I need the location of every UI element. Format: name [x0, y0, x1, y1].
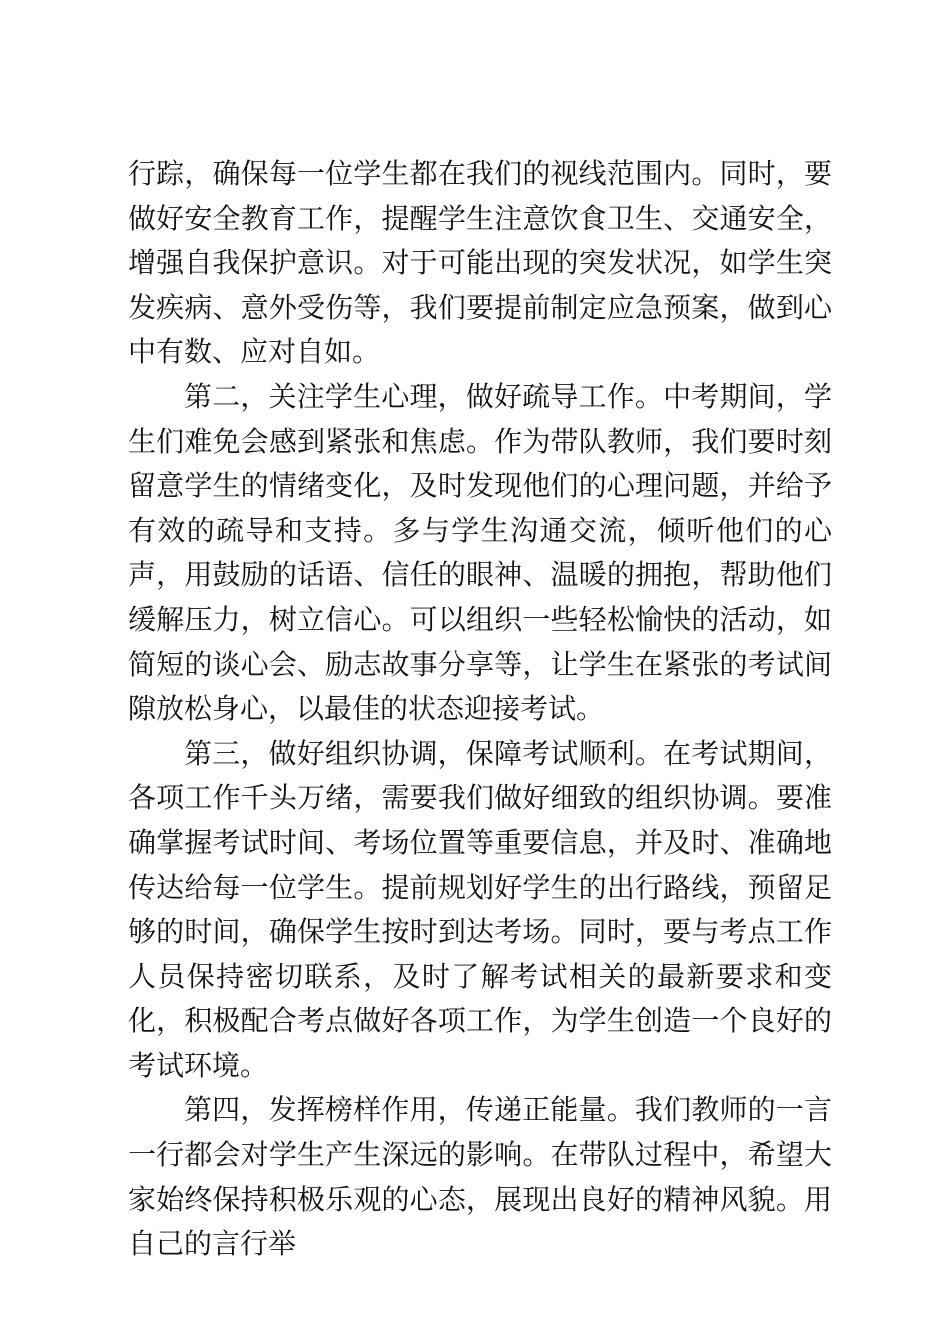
paragraph-third-point: 第三，做好组织协调，保障考试顺利。在考试期间，各项工作千头万绪，需要我们做好细致的组织协调。要准确掌握考试时间、考场位置等重要信息，并及时、准确地传达给每一位学生。提前规划好学生的出行路线，预留足够的时间，确保学生按时到达考场。同时，要与考点工作人员保持密切联系，及时了解考试相关的最新要求和变化，积极配合考点做好各项工作，为学生创造一个良好的考试环境。: [128, 736, 832, 1082]
paragraph-continuation: 行踪，确保每一位学生都在我们的视线范围内。同时，要做好安全教育工作，提醒学生注意饮食卫生、交通安全，增强自我保护意识。对于可能出现的突发状况，如学生突发疾病、意外受伤等，我们要提前制定应急预案，做到心中有数、应对自如。: [128, 157, 832, 369]
paragraph-fourth-point: 第四，发挥榜样作用，传递正能量。我们教师的一言一行都会对学生产生深远的影响。在带队过程中，希望大家始终保持积极乐观的心态，展现出良好的精神风貌。用自己的言行举: [128, 1093, 832, 1261]
paragraph-second-point: 第二，关注学生心理，做好疏导工作。中考期间，学生们难免会感到紧张和焦虑。作为带队教师，我们要时刻留意学生的情绪变化，及时发现他们的心理问题，并给予有效的疏导和支持。多与学生沟通交流，倾听他们的心声，用鼓励的话语、信任的眼神、温暖的拥抱，帮助他们缓解压力，树立信心。可以组织一些轻松愉快的活动，如简短的谈心会、励志故事分享等，让学生在紧张的考试间隙放松身心，以最佳的状态迎接考试。: [128, 379, 832, 726]
document-body: [128, 152, 832, 1267]
